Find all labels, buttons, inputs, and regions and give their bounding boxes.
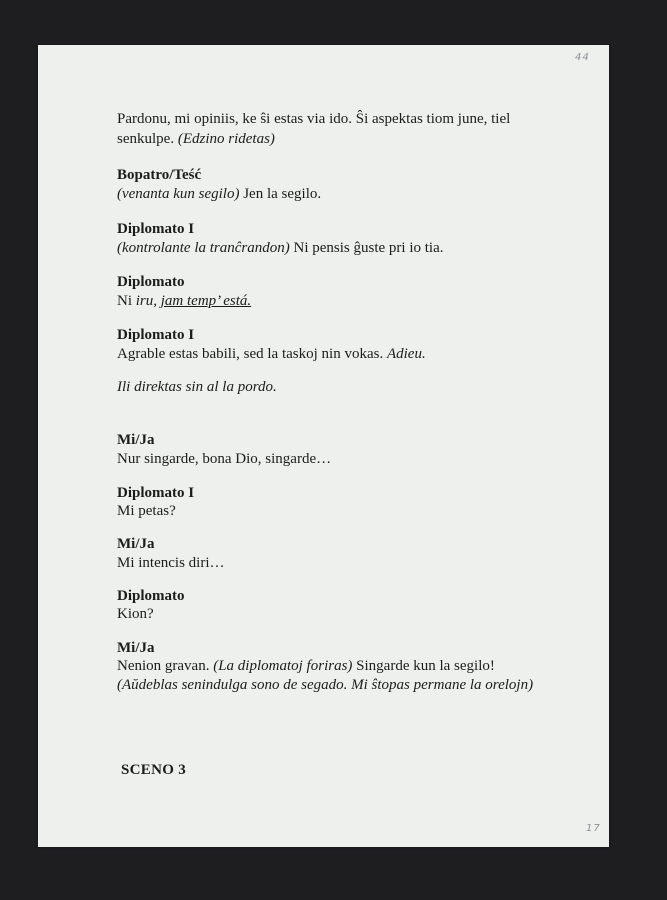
- dialogue-text-italic: iru,: [135, 293, 158, 309]
- dialogue-text: Jen la segilo.: [243, 186, 322, 202]
- handwritten-page-mark-bottom: 17: [586, 823, 601, 834]
- speaker-name: Mi/Ja: [117, 536, 155, 552]
- speaker-name: Diplomato: [117, 588, 185, 604]
- dialogue-line: [117, 657, 495, 675]
- dialogue-line: [117, 130, 275, 148]
- stage-direction-inline: (kontrolante la tranĉrandon): [117, 240, 290, 256]
- dialogue-line: [117, 292, 251, 310]
- dialogue-text: Nur singarde, bona Dio, singarde…: [117, 451, 332, 467]
- dialogue-line: [117, 450, 331, 468]
- dialogue-text: Singarde kun la segilo!: [356, 658, 495, 674]
- dialogue-text: Kion?: [117, 606, 154, 622]
- speaker-name: Bopatro/Teść: [117, 167, 202, 183]
- speaker-name: Mi/Ja: [117, 640, 155, 656]
- dialogue-text: Ni pensis ĝuste pri io tia.: [293, 240, 444, 256]
- dialogue-line: [117, 345, 426, 363]
- dialogue-line: [117, 502, 176, 520]
- dialogue-text: senkulpe.: [117, 131, 175, 147]
- underlined-phrase: jam temp’ está.: [160, 293, 252, 309]
- stage-direction-inline: Adieu.: [386, 346, 426, 362]
- script-page: [38, 45, 609, 847]
- dialogue-text: Pardonu, mi opiniis, ke ŝi estas via ido. Ŝi aspektas tiom june, tiel: [117, 111, 511, 127]
- stage-direction-inline: (venanta kun segilo): [117, 186, 240, 202]
- dialogue-line: [117, 554, 225, 572]
- stage-direction: Ili direktas sin al la pordo.: [117, 379, 277, 395]
- speaker-name: Mi/Ja: [117, 432, 155, 448]
- dialogue-text: Ni: [117, 293, 132, 309]
- stage-direction-inline: (La diplomatoj foriras): [213, 658, 353, 674]
- dialogue-line: [117, 239, 444, 257]
- speaker-name: Diplomato I: [117, 327, 195, 343]
- handwritten-page-mark-top: 44: [575, 52, 590, 63]
- speaker-name: Diplomato: [117, 274, 185, 290]
- speaker-name: Diplomato I: [117, 221, 195, 237]
- dialogue-line: [117, 185, 321, 203]
- stage-direction: (Aŭdeblas senindulga sono de segado. Mi ŝtopas permane la orelojn): [117, 677, 534, 693]
- dialogue-text: Agrable estas babili, sed la taskoj nin vokas.: [117, 346, 384, 362]
- dialogue-text: Mi intencis diri…: [117, 555, 225, 571]
- dialogue-text: Mi petas?: [117, 503, 176, 519]
- stage-direction-inline: (Edzino ridetas): [177, 131, 275, 147]
- dialogue-text: Nenion gravan.: [117, 658, 210, 674]
- dialogue-line: [117, 605, 154, 623]
- speaker-name: Diplomato I: [117, 485, 195, 501]
- dialogue-line: [117, 110, 510, 128]
- scene-heading: SCENO 3: [121, 762, 187, 778]
